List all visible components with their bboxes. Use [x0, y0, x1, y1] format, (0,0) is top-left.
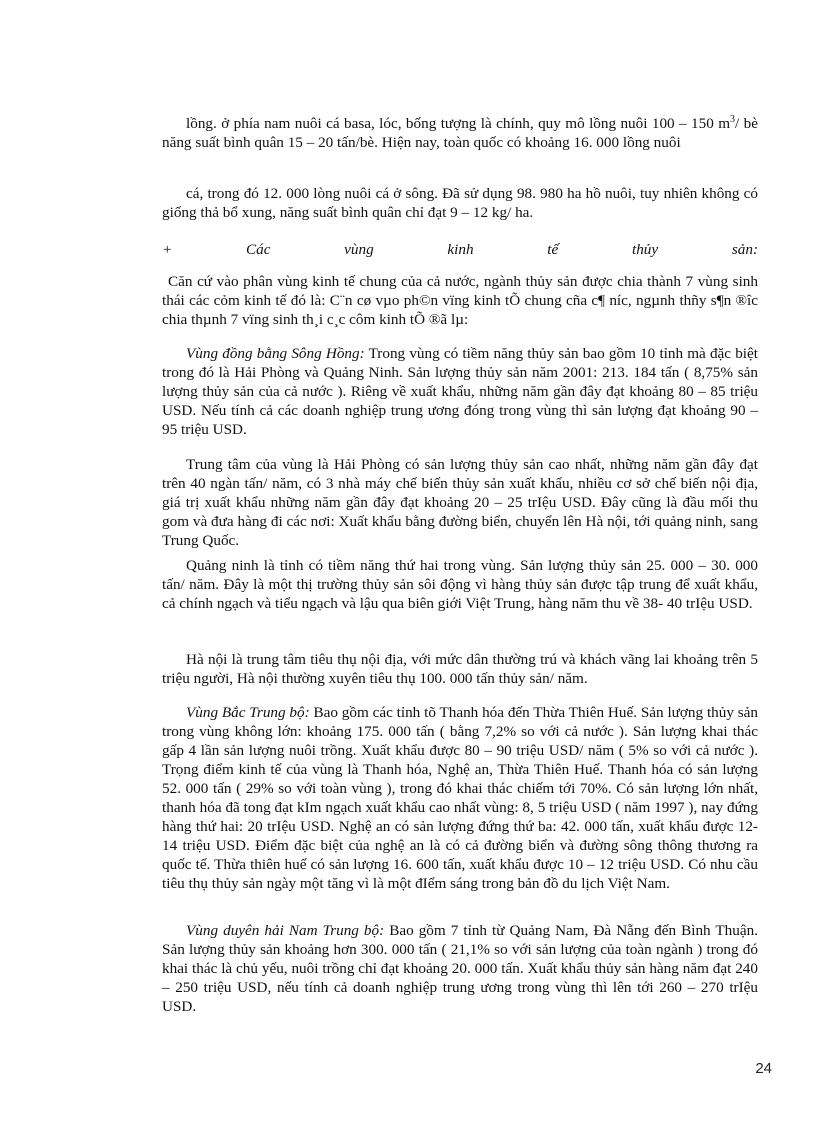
page-number: 24 [755, 1060, 772, 1077]
text-run: Trong vùng có tiềm năng thủy sản bao gồm 10 tỉnh mà đặc biệt trong đó là Hải Phòng và Quảng Ninh. Sản lượng thủy sản năm 2001: 213. 184 tấn ( 8,75% sản lượng thủy sản của cả nước ). Riêng về xuất khẩu, những năm gần đây đạt khoảng 80 – 85 triệu USD. Nếu tính cả các doanh nghiệp trung ương đóng trong vùng thì sản lượng đạt khoảng 90 – 95 triệu USD. [162, 345, 758, 438]
paragraph-hai-phong: Trung tâm của vùng là Hải Phòng có sản lượng thủy sản cao nhất, những năm gần đây đạt trên 40 ngàn tấn/ năm, có 3 nhà máy chế biến thủy sản xuất khẩu, nhiều cơ sở chế biến nội địa, giá trị xuất khẩu những năm gần đây đạt khoảng 20 – 25 trIệu USD. Đây cũng là đầu mối thu gom và đưa hàng đi các nơi: Xuất khẩu bằng đường biển, chuyển lên Hà nội, tới quảng ninh, sang Trung Quốc. [162, 456, 758, 549]
paragraph-south-central-coast [162, 921, 758, 1016]
heading-word: Các [245, 241, 271, 258]
superscript: 3 [730, 113, 736, 125]
heading-word: vùng [344, 241, 374, 258]
heading-word: + [162, 241, 173, 258]
heading-word: sản: [731, 241, 758, 258]
region-label: Vùng duyên hải Nam Trung bộ: [186, 922, 385, 939]
text-run: Bao gồm 7 tỉnh từ Quảng Nam, Đà Nẵng đến Bình Thuận. Sản lượng thủy sản khoảng hơn 300. 000 tấn ( 21,1% so với sản lượng của toàn ngành ) trong đó khai thác là chủ yếu, nuôi trồng chỉ đạt khoảng 20. 000 tấn. Xuất khẩu thủy sản hàng năm đạt 240 – 250 triệu USD, nếu tính cả doanh nghiệp trung ương trong vùng thì lên tới 260 – 270 trIệu USD. [162, 922, 758, 1015]
paragraph-lake-farming: cá, trong đó 12. 000 lòng nuôi cá ở sông. Đã sử dụng 98. 980 ha hồ nuôi, tuy nhiên không có giống thả bổ xung, năng suất bình quân chỉ đạt 9 – 12 kg/ ha. [162, 185, 758, 221]
region-label: Vùng Bắc Trung bộ: [186, 704, 310, 721]
text-run: lồng. ở phía nam nuôi cá basa, lóc, bống tượng là chính, quy mô lồng nuôi 100 – 150 m [186, 115, 731, 132]
heading-word: kinh [447, 241, 474, 258]
paragraph-cage-farming [162, 114, 758, 152]
paragraph-north-central [162, 703, 758, 893]
paragraph-ha-noi: Hà nội là trung tâm tiêu thụ nội địa, với mức dân thường trú và khách vãng lai khoảng trên 5 triệu người, Hà nội thường xuyên tiêu thụ 100. 000 tấn thủy sản/ năm. [162, 651, 758, 687]
region-label: Vùng đồng bằng Sông Hồng: [186, 345, 365, 362]
paragraph-regions-intro: Căn cứ vào phân vùng kinh tế chung của cả nước, ngành thủy sản được chia thành 7 vùng sinh thái các cỏm kinh tế đó là: C¨n cø vµo ph©n vïng kinh tÕ chung cña c¶ níc, ngµnh thñy s¶n ®îc chia thµnh 7 vïng sinh th¸i c¸c côm kinh tÕ ®ã lµ: [162, 273, 758, 328]
paragraph-quang-ninh: Quảng ninh là tỉnh có tiềm năng thứ hai trong vùng. Sản lượng thủy sản 25. 000 – 30. 000 tấn/ năm. Đây là một thị trường thủy sản sôi động vì hàng thủy sản được tập trung để xuất khẩu, cả chính ngạch và tiểu ngạch và lậu qua biên giới Việt Trung, hàng năm thu về 38- 40 trIệu USD. [162, 557, 758, 612]
text-run: / bè năng suất bình quân 15 – 20 tấn/bè. Hiện nay, toàn quốc có khoảng 16. 000 lồng nuôi [162, 115, 758, 151]
heading-word: thủy [631, 241, 659, 258]
heading-word: tế [547, 241, 559, 258]
section-heading [162, 240, 758, 259]
paragraph-red-river-delta [162, 344, 758, 439]
text-run: Bao gồm các tỉnh tõ Thanh hóa đến Thừa Thiên Huế. Sản lượng thủy sản trong vùng không lớn: khoảng 175. 000 tấn ( bằng 7,2% so với cả nước ). Sản lượng khai thác gấp 4 lần sản lượng nuôi trồng. Xuất khẩu được 80 – 90 triệu USD/ năm ( 5% so với cả nước ). Trọng điểm kinh tế của vùng là Thanh hóa, Nghệ an, Thừa Thiên Huế. Thanh hóa có sản lượng 52. 000 tấn ( 29% so với toàn vùng ), trong đó khai thác chiếm tới 70%. Có sản lượng lớn nhất, thanh hóa đã tong đạt kIm ngạch xuất khẩu cao nhất vùng: 8, 5 triệu USD ( năm 1997 ), nay đứng hàng thứ hai: 20 trIệu USD. Nghệ an có sản lượng đứng thứ ba: 42. 000 tấn, xuất khẩu được 12- 14 triệu USD. Điểm đặc biệt của nghệ an là có cả đường biển và đường sông thông thương ra quốc tế. Thừa thiên huế có sản lượng 16. 600 tấn, xuất khẩu được 10 – 12 triệu USD. Có nhu cầu tiêu thụ thủy sản ngày một tăng vì là một đIểm sáng trong bản đồ du lịch Việt Nam. [162, 704, 759, 892]
